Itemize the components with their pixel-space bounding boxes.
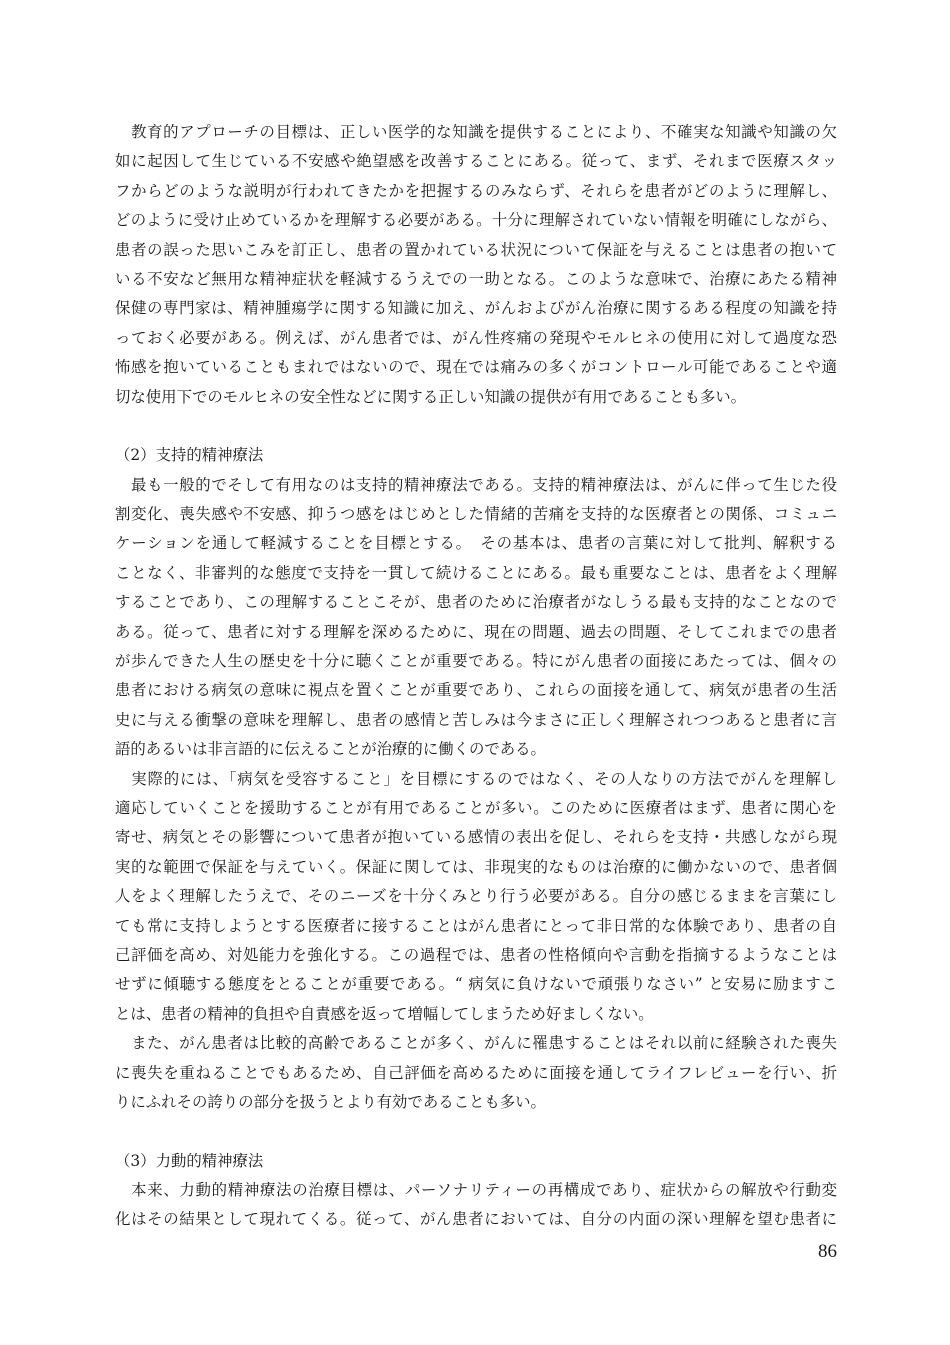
text-line: 患者における病気の意味に視点を置くことが重要であり、これらの面接を通して、病気が患者の生活 [115, 681, 837, 700]
page-body [115, 118, 837, 1235]
text-line: ても常に支持しようとする医療者に接することはがん患者にとって非日常的な体験であり、患者の自 [115, 916, 837, 935]
text-line: 人をよく理解したうえで、そのニーズを十分くみとり行う必要がある。自分の感じるままを言葉にし [115, 887, 837, 906]
text-line: フからどのような説明が行われてきたかを把握するのみならず、それらを患者がどのように理解し、 [115, 181, 837, 200]
text-line: 本来、力動的精神療法の治療目標は、パーソナリティーの再構成であり、症状からの解放や行動変 [115, 1181, 837, 1200]
paragraph-supportive-1 [115, 471, 837, 765]
paragraph-dynamic-1 [115, 1176, 837, 1235]
text-line: 切な使用下でのモルヒネの安全性などに関する正しい知識の提供が有用であることも多い。 [115, 387, 747, 406]
section-heading-dynamic: （3）力動的精神療法 [115, 1151, 264, 1170]
text-line: 如に起因して生じている不安感や絶望感を改善することにある。従って、まず、それまで医療スタッ [115, 152, 837, 171]
section-spacer [115, 1117, 837, 1146]
text-line: に喪失を重ねることでもあるため、自己評価を高めるために面接を通してライフレビューを行い、折 [115, 1063, 837, 1082]
text-line: どのように受け止めているかを理解する必要がある。十分に理解されていない情報を明確にしながら、 [115, 211, 837, 230]
text-line: っておく必要がある。例えば、がん患者では、がん性疼痛の発現やモルヒネの使用に対して過度な恐 [115, 328, 837, 347]
text-line: 割変化、喪失感や不安感、抑うつ感をはじめとした情緒的苦痛を支持的な医療者との関係、コミュニ [115, 505, 837, 524]
text-line: りにふれその誇りの部分を扱うとより有効であることも多い。 [115, 1092, 546, 1111]
section-heading-supportive: （2）支持的精神療法 [115, 446, 264, 465]
page-number: 86 [818, 1241, 837, 1262]
text-line: 化はその結果として現れてくる。従って、がん患者においては、自分の内面の深い理解を望む患者に [115, 1210, 837, 1229]
text-line: 患者の誤った思いこみを訂正し、患者の置かれている状況について保証を与えることは患者の抱いて [115, 240, 837, 259]
text-line: 最も一般的でそして有用なのは支持的精神療法である。支持的精神療法は、がんに伴って生じた役 [115, 475, 837, 494]
text-line: とは、患者の精神的負担や自責感を返って増幅してしまうため好ましくない。 [115, 1004, 654, 1023]
text-line: 実的な範囲で保証を与えていく。保証に関しては、非現実的なものは治療的に働かないので、患者個 [115, 857, 837, 876]
text-line: また、がん患者は比較的高齢であることが多く、がんに罹患することはそれ以前に経験された喪失 [115, 1034, 837, 1053]
text-line: することであり、この理解することこそが、患者のために治療者がなしうる最も支持的なことなので [115, 593, 837, 612]
text-line: 保健の専門家は、精神腫瘍学に関する知識に加え、がんおよびがん治療に関するある程度の知識を持 [115, 299, 837, 318]
text-line: が歩んできた人生の歴史を十分に聴くことが重要である。特にがん患者の面接にあたっては、個々の [115, 652, 837, 671]
text-line: 実際的には、「病気を受容すること」を目標にするのではなく、その人なりの方法でがんを理解し [115, 769, 837, 788]
text-line: 教育的アプローチの目標は、正しい医学的な知識を提供することにより、不確実な知識や知識の欠 [115, 123, 837, 141]
text-line: 寄せ、病気とその影響について患者が抱いている感情の表出を促し、それらを支持・共感しながら現 [115, 828, 837, 847]
text-line: せずに傾聴する態度をとることが重要である。“ 病気に負けないで頑張りなさい” と安易に励ますこ [115, 975, 837, 994]
paragraph-educational-approach [115, 118, 837, 412]
paragraph-supportive-3 [115, 1029, 837, 1117]
text-line: いる不安など無用な精神症状を軽減するうえでの一助となる。このような意味で、治療にあたる精神 [115, 269, 837, 288]
text-line: 史に与える衝撃の意味を理解し、患者の感情と苦しみは今まさに正しく理解されつつあると患者に言 [115, 710, 837, 729]
text-line: ことなく、非審判的な態度で支持を一貫して続けることにある。最も重要なことは、患者をよく理解 [115, 563, 837, 582]
text-line: 己評価を高め、対処能力を強化する。この過程では、患者の性格傾向や言動を指摘するようなことは [115, 945, 837, 964]
text-line: 適応していくことを援助することが有用であることが多い。このために医療者はまず、患者に関心を [115, 798, 837, 817]
text-line: ケーションを通して軽減することを目標とする。 その基本は、患者の言葉に対して批判、解釈する [115, 534, 837, 553]
text-line: ある。従って、患者に対する理解を深めるために、現在の問題、過去の問題、そしてこれまでの患者 [115, 622, 837, 641]
text-line: 怖感を抱いていることもまれではないので、現在では痛みの多くがコントロール可能であることや適 [115, 358, 837, 377]
section-spacer [115, 412, 837, 441]
paragraph-supportive-2 [115, 765, 837, 1030]
text-line: 語的あるいは非言語的に伝えることが治療的に働くのである。 [115, 740, 546, 759]
